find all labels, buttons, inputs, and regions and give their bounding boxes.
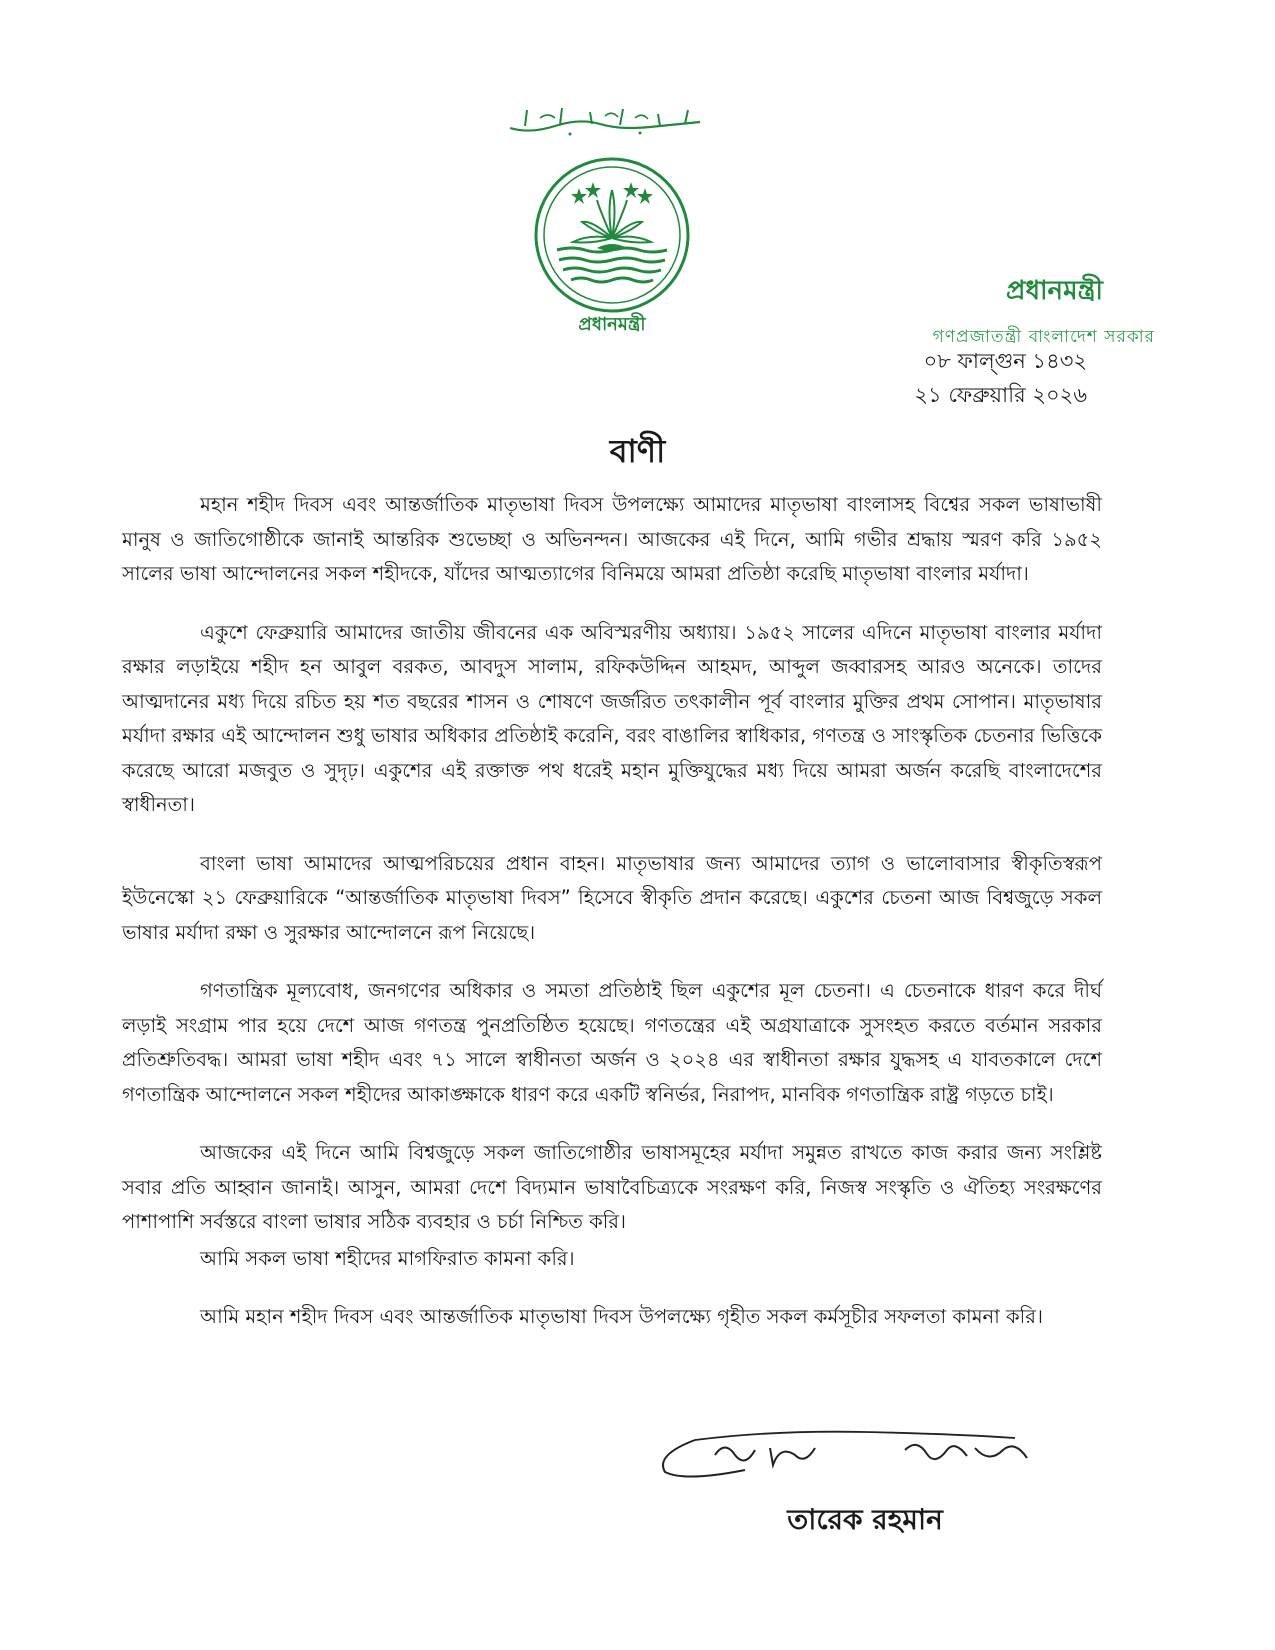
- paragraph: আমি মহান শহীদ দিবস এবং আন্তর্জাতিক মাতৃভাষা দিবস উপলক্ষ্যে গৃহীত সকল কর্মসূচীর সফলতা কামনা করি।: [200, 1305, 1043, 1328]
- paragraph: বাংলা ভাষা আমাদের আত্মপরিচয়ের প্রধান বাহন। মাতৃভাষার জন্য আমাদের ত্যাগ ও ভালোবাসার স্বীকৃতিস্বরূপ ইউনেস্কো ২১ ফেব্রুয়ারিকে “আন্তর্জাতিক মাতৃভাষা দিবস” হিসেবে স্বীকৃতি প্রদান করেছে। একুশের চেতনা আজ বিশ্বজুড়ে সকল ভাষার মর্যাদা রক্ষা ও সুরক্ষার আন্দোলনে রূপ নিয়েছে।: [122, 851, 1102, 944]
- handwritten-signature: [655, 1410, 1075, 1490]
- date-gregorian: ২১ ফেব্রুয়ারি ২০২৬: [914, 383, 1087, 407]
- government-emblem: [527, 150, 697, 350]
- bismillah-calligraphy: [500, 100, 710, 140]
- office-subtitle: গণপ্রজাতন্ত্রী বাংলাদেশ সরকার: [932, 327, 1155, 347]
- paragraph: আজকের এই দিনে আমি বিশ্বজুড়ে সকল জাতিগোষ্ঠীর ভাষাসমূহের মর্যাদা সমুন্নত রাখতে কাজ করার জন্য সংশ্লিষ্ট সবার প্রতি আহ্বান জানাই। আসুন, আমরা দেশে বিদ্যমান ভাষাবৈচিত্র্যকে সংরক্ষণ করি, নিজস্ব সংস্কৃতি ও ঐতিহ্য সংরক্ষণের পাশাপাশি সর্বস্তরে বাংলা ভাষার সঠিক ব্যবহার ও চর্চা নিশ্চিত করি।: [122, 1141, 1102, 1233]
- message-body: [122, 488, 1102, 1359]
- paragraph: একুশে ফেব্রুয়ারি আমাদের জাতীয় জীবনের এক অবিস্মরণীয় অধ্যায়। ১৯৫২ সালের এদিনে মাতৃভাষা বাংলার মর্যাদা রক্ষার লড়াইয়ে শহীদ হন আবুল বরকত, আবদুস সালাম, রফিকউদ্দিন আহমদ, আব্দুল জব্বারসহ আরও অনেকে। তাদের আত্মদানের মধ্য দিয়ে রচিত হয় শত বছরের শাসন ও শোষণে জর্জরিত তৎকালীন পূর্ব বাংলার মুক্তির প্রথম সোপান। মাতৃভাষার মর্যাদা রক্ষার এই আন্দোলন শুধু ভাষার অধিকার প্রতিষ্ঠাই করেনি, বরং বাঙালির স্বাধিকার, গণতন্ত্র ও সাংস্কৃতিক চেতনার ভিত্তিকে করেছে আরো মজবুত ও সুদৃঢ়। একুশের এই রক্তাক্ত পথ ধরেই মহান মুক্তিযুদ্ধের মধ্য দিয়ে আমরা অর্জন করেছি বাংলাদেশের স্বাধীনতা।: [122, 620, 1102, 816]
- message-title: বাণী: [609, 432, 666, 470]
- signer-name: তারেক রহমান: [787, 1503, 943, 1536]
- paragraph: গণতান্ত্রিক মূল্যবোধ, জনগণের অধিকার ও সমতা প্রতিষ্ঠাই ছিল একুশের মূল চেতনা। এ চেতনাকে ধারণ করে দীর্ঘ লড়াই সংগ্রাম পার হয়ে দেশে আজ গণতন্ত্র পুনপ্রতিষ্ঠিত হয়েছে। গণতন্ত্রের এই অগ্রযাত্রাকে সুসংহত করতে বর্তমান সরকার প্রতিশ্রুতিবদ্ধ। আমরা ভাষা শহীদ এবং ৭১ সালে স্বাধীনতা অর্জন ও ২০২৪ এর স্বাধীনতা রক্ষার যুদ্ধসহ এ যাবতকালে দেশে গণতান্ত্রিক আন্দোলনে সকল শহীদের আকাঙ্ক্ষাকে ধারণ করে একটি স্বনির্ভর, নিরাপদ, মানবিক গণতান্ত্রিক রাষ্ট্র গড়তে চাই।: [122, 979, 1103, 1106]
- date-block: [914, 344, 1087, 412]
- paragraph: আমি সকল ভাষা শহীদের মাগফিরাত কামনা করি।: [200, 1246, 575, 1270]
- office-block: [933, 270, 1155, 352]
- date-bengali: ০৮ ফাল্গুন ১৪৩২: [923, 349, 1087, 373]
- paragraph: মহান শহীদ দিবস এবং আন্তর্জাতিক মাতৃভাষা দিবস উপলক্ষ্যে আমাদের মাতৃভাষা বাংলাসহ বিশ্বের সকল ভাষাভাষী মানুষ ও জাতিগোষ্ঠীকে জানাই আন্তরিক শুভেচ্ছা ও অভিনন্দন। আজকের এই দিনে, আমি গভীর শ্রদ্ধায় স্মরণ করি ১৯৫২ সালের ভাষা আন্দোলনের সকল শহীদকে, যাঁদের আত্মত্যাগের বিনিময়ে আমরা প্রতিষ্ঠা করেছি মাতৃভাষা বাংলার মর্যাদা।: [122, 493, 1102, 585]
- office-title: প্রধানমন্ত্রী: [1006, 276, 1103, 306]
- emblem-caption: প্রধানমন্ত্রী: [578, 314, 646, 335]
